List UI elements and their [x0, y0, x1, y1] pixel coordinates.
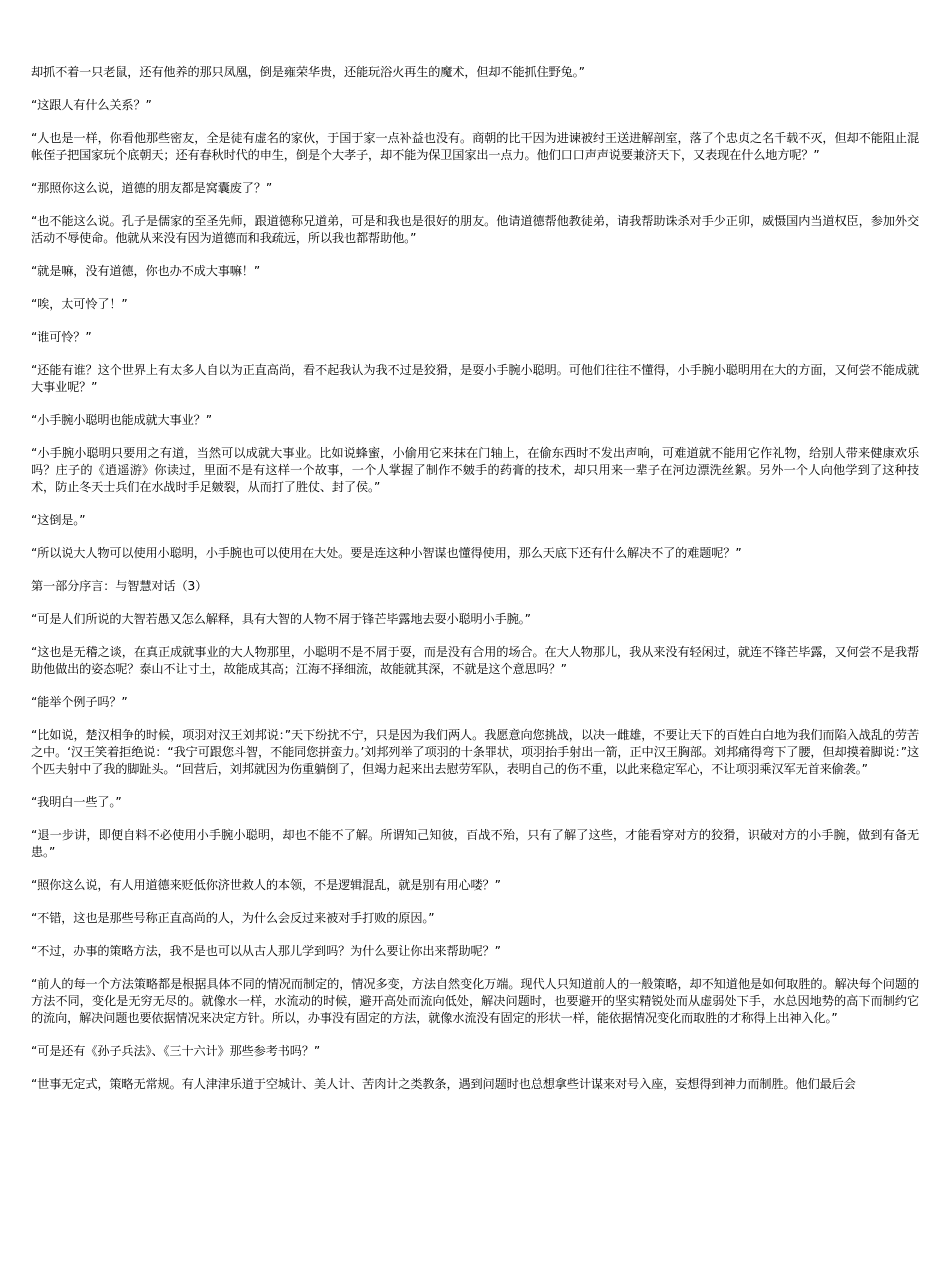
paragraph: “退一步讲，即便自料不必使用小手腕小聪明，却也不能不了解。所谓知己知彼，百战不殆，只有了解了这些，才能看穿对方的狡猾，识破对方的小手腕，做到有备无患。” [31, 828, 919, 859]
paragraph: “小手腕小聪明也能成就大事业？” [31, 413, 212, 427]
paragraph: 却抓不着一只老鼠，还有他养的那只凤凰，倒是雍荣华贵，还能玩浴火再生的魔术，但却不能抓住野兔。” [31, 65, 585, 79]
paragraph: “不错，这也是那些号称正直高尚的人，为什么会反过来被对手打败的原因。” [31, 911, 435, 925]
paragraph: “可是还有《孙子兵法》、《三十六计》那些参考书吗？” [31, 1044, 321, 1058]
paragraph: “可是人们所说的大智若愚又怎么解释，具有大智的人物不屑于锋芒毕露地去耍小聪明小手腕。” [31, 612, 531, 626]
paragraph: “这也是无稽之谈，在真正成就事业的大人物那里，小聪明不是不屑于耍，而是没有合用的场合。在大人物那儿，我从来没有轻闲过，就连不锋芒毕露，又何尝不是我帮助他做出的姿态呢？泰山不让寸土，故能成其高；江海不择细流，故能就其深，不就是这个意思吗？” [31, 645, 919, 676]
paragraph: “还能有谁？这个世界上有太多人自以为正直高尚，看不起我认为我不过是狡猾，是耍小手腕小聪明。可他们往往不懂得，小手腕小聪明用在大的方面，又何尝不能成就大事业呢？” [31, 363, 919, 394]
paragraph: “我明白一些了。” [31, 795, 122, 809]
paragraph: “就是嘛，没有道德，你也办不成大事嘛！” [31, 264, 261, 278]
paragraph: “所以说大人物可以使用小聪明，小手腕也可以使用在大处。要是连这种小智谋也懂得使用，那么天底下还有什么解决不了的难题呢？” [31, 546, 742, 560]
paragraph: “那照你这么说，道德的朋友都是窝囊废了？” [31, 181, 273, 195]
paragraph: “能举个例子吗？” [31, 695, 128, 709]
paragraph: “照你这么说，有人用道德来贬低你济世救人的本领，不是逻辑混乱，就是别有用心喽？” [31, 878, 501, 892]
paragraph: “这跟人有什么关系？” [31, 98, 152, 112]
paragraph: “谁可怜？” [31, 330, 92, 344]
paragraph: “前人的每一个方法策略都是根据具体不同的情况而制定的，情况多变，方法自然变化万端。现代人只知道前人的一般策略，却不知道他是如何取胜的。解决每个问题的方法不同，变化是无穷无尽的。就像水一样，水流动的时候，避开高处而流向低处，解决问题时，也要避开的坚实精锐处而从虚弱处下手，水总因地势的高下而制约它的流向，解决问题也要依据情况来决定方针。所以，办事没有固定的方法，就像水流没有固定的形状一样，能依据情况变化而取胜的才称得上出神入化。” [31, 977, 919, 1025]
paragraph: “世事无定式，策略无常规。有人津津乐道于空城计、美人计、苦肉计之类教条，遇到问题时也总想拿些计谋来对号入座，妄想得到神力而制胜。他们最后会 [31, 1077, 856, 1091]
document-page [31, 64, 919, 1109]
paragraph: “这倒是。” [31, 513, 86, 527]
paragraph: “也不能这么说。孔子是儒家的至圣先师，跟道德称兄道弟，可是和我也是很好的朋友。他请道德帮他教徒弟，请我帮助诛杀对手少正卯，威慑国内当道权臣，参加外交活动不辱使命。他就从来没有因为道德而和我疏远，所以我也都帮助他。” [31, 214, 919, 245]
paragraph: “人也是一样，你看他那些密友，全是徒有虚名的家伙，于国于家一点补益也没有。商朝的比干因为进谏被纣王送进解剖室，落了个忠贞之名千载不灭，但却不能阻止混帐侄子把国家玩个底朝天；还有春秋时代的申生，倒是个大孝子，却不能为保卫国家出一点力。他们口口声声说要兼济天下，又表现在什么地方呢？” [31, 131, 919, 162]
section-heading: 第一部分序言：与智慧对话（3） [31, 579, 208, 593]
paragraph: “小手腕小聪明只要用之有道，当然可以成就大事业。比如说蜂蜜，小偷用它来抹在门轴上，在偷东西时不发出声响，可难道就不能用它作礼物，给别人带来健康欢乐吗？庄子的《逍遥游》你读过，里面不是有这样一个故事，一个人掌握了制作不皴手的药膏的技术，却只用来一辈子在河边漂洗丝絮。另外一个人向他学到了这种技术，防止冬天士兵们在水战时手足皴裂，从而打了胜仗、封了侯。” [31, 446, 919, 494]
paragraph: “比如说，楚汉相争的时候，项羽对汉王刘邦说：”天下纷扰不宁，只是因为我们两人。我愿意向您挑战，以决一雌雄，不要让天下的百姓白白地为我们而陷入战乱的劳苦之中。‘汉王笑着拒绝说：“我宁可跟您斗智，不能同您拼蛮力。’刘邦列举了项羽的十条罪状，项羽抬手射出一箭，正中汉王胸部。刘邦痛得弯下了腰，但却摸着脚说：”这个匹夫射中了我的脚趾头。“回营后，刘邦就因为伤重躺倒了，但竭力起来出去慰劳军队，表明自己的伤不重，以此来稳定军心，不让项羽乘汉军无首来偷袭。” [31, 728, 919, 776]
paragraph: “不过，办事的策略方法，我不是也可以从古人那儿学到吗？为什么要让你出来帮助呢？” [31, 944, 501, 958]
paragraph: “唉，太可怜了！” [31, 297, 128, 311]
